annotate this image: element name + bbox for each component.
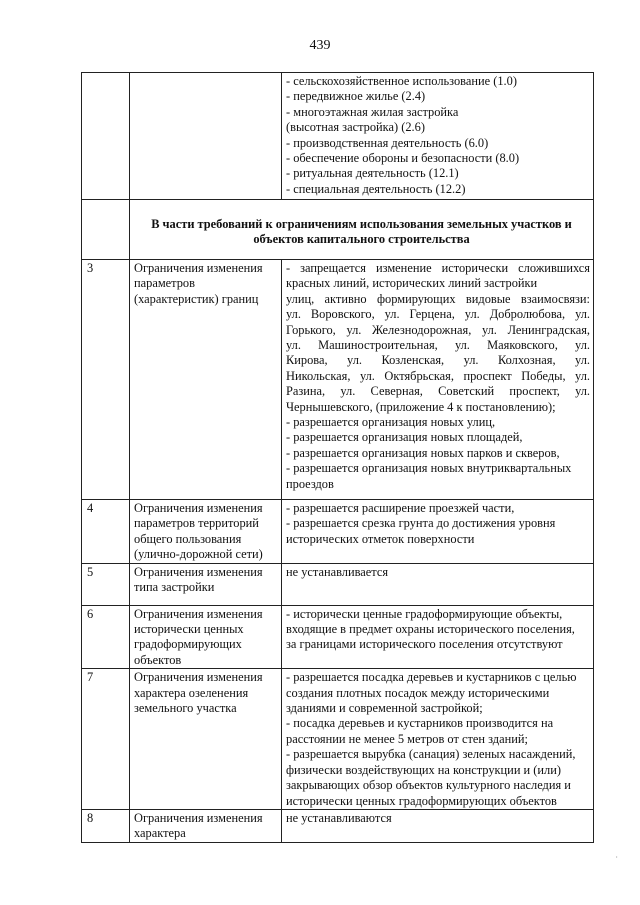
row-name-line: Ограничения изменения <box>134 606 263 621</box>
row-name-line: общего пользования <box>134 531 242 546</box>
section-row <box>82 200 594 260</box>
row-name <box>130 809 282 842</box>
row-value-line: физически воздействующих на конструкции и (или) <box>286 762 561 777</box>
row-value <box>282 500 594 564</box>
row-value-line: - запрещается изменение исторически сложившихся <box>286 261 590 275</box>
row-value <box>282 563 594 605</box>
cell-empty-name <box>130 73 282 200</box>
row-value-line: - разрешается организация новых парков и скверов, <box>286 445 560 460</box>
table-row-continuation <box>82 73 594 200</box>
list-item: - специальная деятельность (12.2) <box>286 181 466 196</box>
row-value <box>282 809 594 842</box>
row-name <box>130 500 282 564</box>
row-name-line: (улично-дорожной сети) <box>134 547 263 562</box>
row-name-line: типа застройки <box>134 580 215 595</box>
row-value-line: расстоянии не менее 5 метров от стен зданий; <box>286 731 528 746</box>
row-value-line: - разрешается организация новых внутриквартальных <box>286 461 572 476</box>
section-title-line: объектов капитального строительства <box>253 232 470 247</box>
row-number: 6 <box>82 605 130 669</box>
row-number: 7 <box>82 669 130 810</box>
row-name-line: градоформирующих <box>134 637 242 652</box>
cell-use-list <box>282 73 594 200</box>
row-value-line: Чернышевского, (приложение 4 к постановлению); <box>286 399 556 414</box>
row-value-line: закрывающих обзор объектов культурного наследия и <box>286 778 571 793</box>
table-row <box>82 260 594 500</box>
row-value <box>282 260 594 500</box>
row-name-line: параметров территорий <box>134 516 259 531</box>
row-name-line: исторически ценных <box>134 622 244 637</box>
row-number: 5 <box>82 563 130 605</box>
row-value-line: зданиями и современной застройкой; <box>286 701 483 716</box>
row-number: 4 <box>82 500 130 564</box>
row-number: 3 <box>82 260 130 500</box>
row-value <box>282 669 594 810</box>
row-name-line: (характеристик) границ <box>134 291 259 306</box>
row-value-line: - посадка деревьев и кустарников производится на <box>286 716 554 731</box>
row-value-line: входящие в предмет охраны исторического поселения, <box>286 622 575 637</box>
row-name-line: земельного участка <box>134 701 237 716</box>
cell-empty-num <box>82 73 130 200</box>
row-value-line: красных линий, исторических линий застройки <box>286 276 538 291</box>
row-name-line: Ограничения изменения <box>134 501 263 515</box>
row-value-line: ул. Машиностроительная, ул. Маяковского, ул. <box>286 338 590 353</box>
row-value-line: исторически ценных градоформирующих объектов <box>286 793 557 808</box>
row-value-line: создания плотных посадок между историческими <box>286 685 550 700</box>
row-name <box>130 605 282 669</box>
row-name-line: Ограничения изменения <box>134 670 263 685</box>
section-title-line: В части требований к ограничениям использования земельных участков и <box>151 217 572 231</box>
table-row <box>82 500 594 564</box>
table-row <box>82 605 594 669</box>
row-value <box>282 605 594 669</box>
row-value-line: ул. Воровского, ул. Герцена, ул. Добролюбова, ул. <box>286 307 590 322</box>
row-name-line: Ограничения изменения <box>134 564 263 579</box>
row-value-line: исторических отметок поверхности <box>286 531 475 546</box>
row-value-line: Разина, ул. Северная, Советский проспект, ул. <box>286 384 590 399</box>
regulations-table <box>81 72 594 843</box>
row-value-line: - разрешается расширение проезжей части, <box>286 501 515 515</box>
section-title <box>130 200 594 260</box>
row-value-line: не устанавливается <box>286 564 389 579</box>
row-value-line: - разрешается организация новых площадей, <box>286 430 523 445</box>
row-name-line: характера <box>134 826 186 841</box>
row-number: 8 <box>82 809 130 842</box>
list-item: - обеспечение обороны и безопасности (8.0) <box>286 151 520 166</box>
row-value-line: Кирова, ул. Козленская, ул. Колхозная, ул. <box>286 353 590 368</box>
list-item: - ритуальная деятельность (12.1) <box>286 166 459 181</box>
row-value-line: Никольская, ул. Октябрьская, проспект Победы, ул. <box>286 368 590 383</box>
row-value-line: за границами исторического поселения отсутствуют <box>286 637 563 652</box>
row-value-line: - разрешается организация новых улиц, <box>286 415 496 430</box>
row-value-line: улиц, активно формирующих видовые взаимосвязи: <box>286 291 590 306</box>
row-value-line: - разрешается вырубка (санация) зеленых насаждений, <box>286 747 576 762</box>
row-value-line: - разрешается срезка грунта до достижения уровня <box>286 516 556 531</box>
list-item: (высотная застройка) (2.6) <box>286 120 425 135</box>
scan-margin-mark: · <box>615 853 618 862</box>
cell-empty-num <box>82 200 130 260</box>
row-value-line: - исторически ценные градоформирующие объекты, <box>286 606 563 621</box>
list-item: - многоэтажная жилая застройка <box>286 104 459 119</box>
row-name <box>130 669 282 810</box>
table-row <box>82 809 594 842</box>
row-name-line: параметров <box>134 276 195 291</box>
row-value-line: не устанавливаются <box>286 810 392 825</box>
row-name-line: Ограничения изменения <box>134 261 263 275</box>
row-name-line: объектов <box>134 652 182 667</box>
list-item: - производственная деятельность (6.0) <box>286 135 489 150</box>
row-value-line: - разрешается посадка деревьев и кустарников с целью <box>286 670 577 685</box>
row-name-line: характера озеленения <box>134 685 249 700</box>
row-value-line: Горького, ул. Железнодорожная, ул. Ленинградская, <box>286 322 590 337</box>
row-name <box>130 563 282 605</box>
list-item: - передвижное жилье (2.4) <box>286 89 426 104</box>
page-number: 439 <box>309 38 331 53</box>
table-row <box>82 669 594 810</box>
row-value-line: проездов <box>286 476 334 491</box>
table-row <box>82 563 594 605</box>
row-name <box>130 260 282 500</box>
list-item: - сельскохозяйственное использование (1.0) <box>286 74 517 88</box>
row-name-line: Ограничения изменения <box>134 810 263 825</box>
